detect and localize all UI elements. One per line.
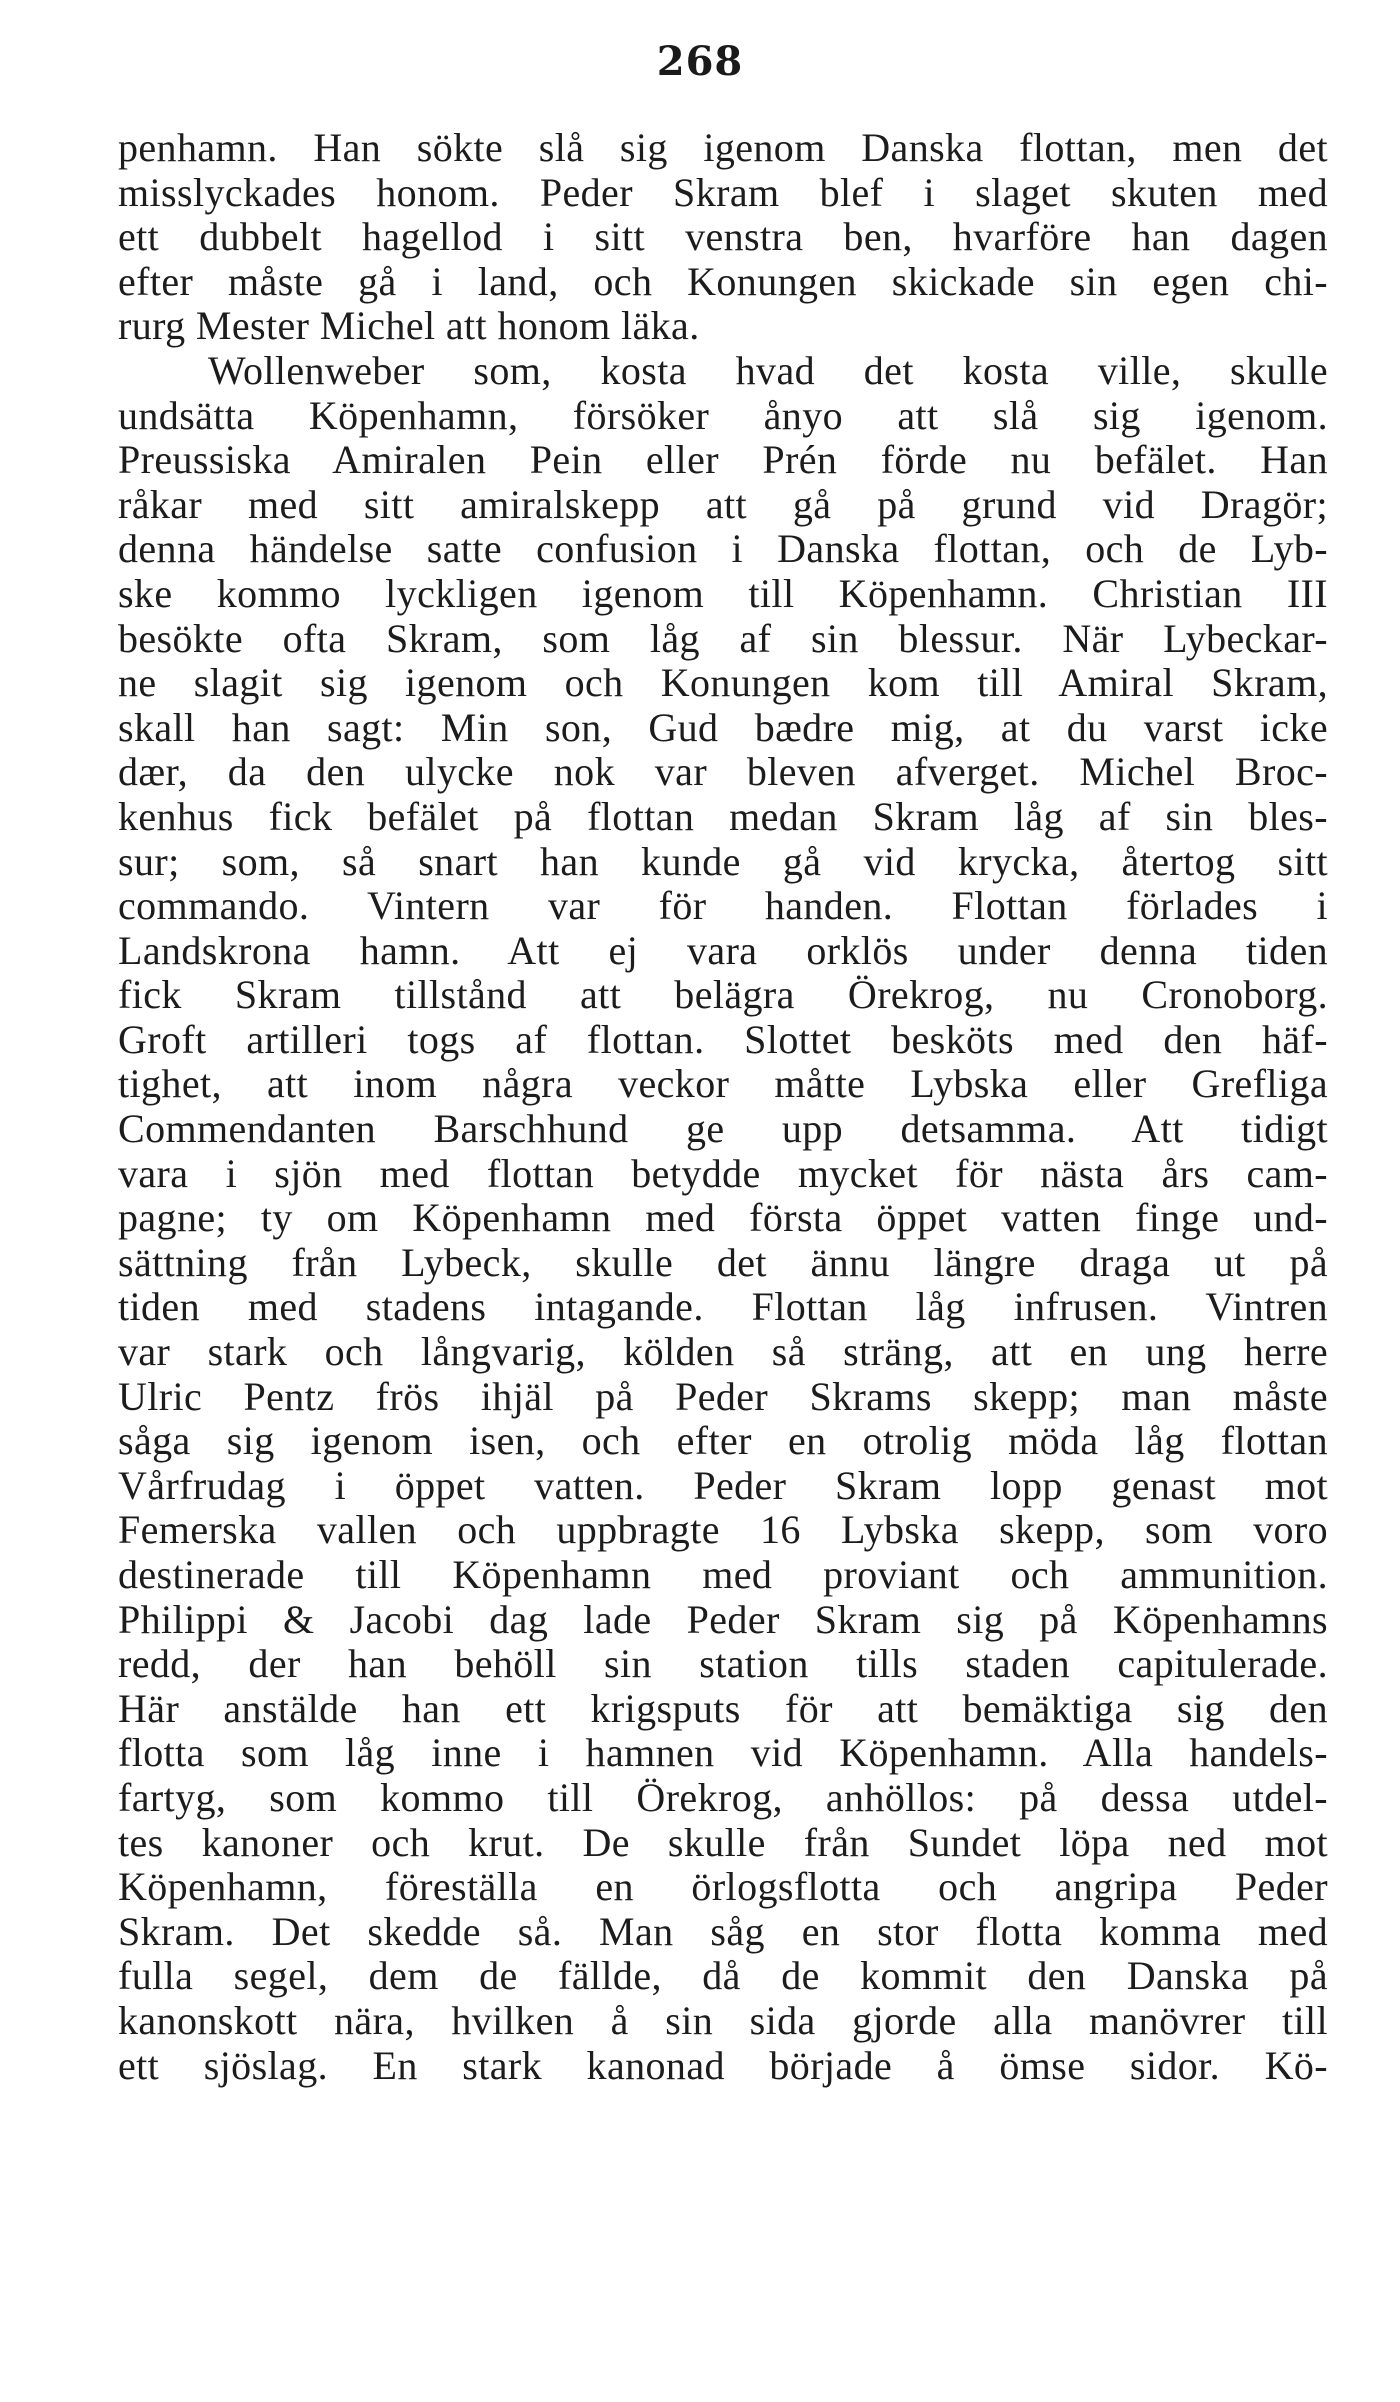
- text-line: Preussiska Amiralen Pein eller Prén förde nu befälet. Han: [118, 437, 1328, 483]
- text-line: redd, der han behöll sin station tills staden capitulerade.: [118, 1641, 1328, 1687]
- text-line: Skram. Det skedde så. Man såg en stor flotta komma med: [118, 1908, 1328, 1954]
- text-line: Här anstälde han ett krigsputs för att bemäktiga sig den: [118, 1685, 1328, 1731]
- text-line: fulla segel, dem de fällde, då de kommit den Danska på: [118, 1953, 1328, 1999]
- text-line: fartyg, som kommo till Örekrog, anhöllos: på dessa utdel-: [118, 1774, 1328, 1820]
- text-line: besökte ofta Skram, som låg af sin blessur. När Lybeckar-: [118, 615, 1328, 661]
- body-text: [118, 126, 1328, 2088]
- text-line: undsätta Köpenhamn, försöker ånyo att slå sig igenom.: [118, 392, 1328, 438]
- text-line: fick Skram tillstånd att belägra Örekrog, nu Cronoborg.: [118, 972, 1328, 1018]
- text-line: misslyckades honom. Peder Skram blef i slaget skuten med: [118, 169, 1328, 215]
- text-line: tes kanoner och krut. De skulle från Sundet löpa ned mot: [118, 1819, 1328, 1865]
- text-line: råkar med sitt amiralskepp att gå på grund vid Dragör;: [118, 481, 1328, 527]
- text-line: tighet, att inom några veckor måtte Lybska eller Grefliga: [118, 1061, 1328, 1107]
- text-line: rurg Mester Michel att honom läka.: [118, 303, 700, 349]
- text-line: var stark och långvarig, kölden så sträng, att en ung herre: [118, 1329, 1328, 1375]
- text-line: Groft artilleri togs af flottan. Slottet besköts med den häf-: [118, 1016, 1328, 1062]
- text-line: skall han sagt: Min son, Gud bædre mig, at du varst icke: [118, 704, 1328, 750]
- text-line: tiden med stadens intagande. Flottan låg infrusen. Vintren: [118, 1284, 1328, 1330]
- text-line: penhamn. Han sökte slå sig igenom Danska flottan, men det: [118, 125, 1328, 170]
- text-line: ne slagit sig igenom och Konungen kom till Amiral Skram,: [118, 660, 1328, 706]
- text-line: Köpenhamn, föreställa en örlogsflotta och angripa Peder: [118, 1864, 1328, 1910]
- text-line: Landskrona hamn. Att ej vara orklös under denna tiden: [118, 927, 1328, 973]
- text-line: sur; som, så snart han kunde gå vid krycka, återtog sitt: [118, 838, 1328, 884]
- text-line: commando. Vintern var för handen. Flottan förlades i: [118, 883, 1328, 929]
- text-line: kenhus fick befälet på flottan medan Skram låg af sin bles-: [118, 793, 1328, 839]
- text-line: ske kommo lyckligen igenom till Köpenhamn. Christian III: [118, 570, 1328, 616]
- text-line: Ulric Pentz frös ihjäl på Peder Skrams skepp; man måste: [118, 1373, 1328, 1419]
- text-line: Vårfrudag i öppet vatten. Peder Skram lopp genast mot: [118, 1462, 1328, 1508]
- text-line: denna händelse satte confusion i Danska flottan, och de Lyb-: [118, 526, 1328, 572]
- text-line: destinerade till Köpenhamn med proviant och ammunition.: [118, 1552, 1328, 1597]
- text-line: sättning från Lybeck, skulle det ännu längre draga ut på: [118, 1239, 1328, 1285]
- text-line: Femerska vallen och uppbragte 16 Lybska skepp, som voro: [118, 1507, 1328, 1553]
- text-line: vara i sjön med flottan betydde mycket för nästa års cam-: [118, 1150, 1328, 1196]
- page-number: 268: [656, 38, 744, 85]
- text-line: dær, da den ulycke nok var bleven afverget. Michel Broc-: [118, 749, 1328, 795]
- text-line: flotta som låg inne i hamnen vid Köpenhamn. Alla handels-: [118, 1730, 1328, 1776]
- text-line: ett dubbelt hagellod i sitt venstra ben, hvarföre han dagen: [118, 214, 1328, 260]
- text-line: kanonskott nära, hvilken å sin sida gjorde alla manövrer till: [118, 1997, 1328, 2043]
- text-line: Commendanten Barschhund ge upp detsamma. Att tidigt: [118, 1106, 1328, 1152]
- text-line-paragraph-start: Wollenweber som, kosta hvad det kosta ville, skulle: [208, 347, 1328, 393]
- text-line: såga sig igenom isen, och efter en otrolig möda låg flottan: [118, 1418, 1328, 1464]
- text-line: Philippi & Jacobi dag lade Peder Skram sig på Köpenhamns: [118, 1596, 1328, 1642]
- text-line: efter måste gå i land, och Konungen skickade sin egen chi-: [118, 258, 1328, 304]
- text-line: ett sjöslag. En stark kanonad började å ömse sidor. Kö-: [118, 2042, 1328, 2088]
- text-line: pagne; ty om Köpenhamn med första öppet vatten finge und-: [118, 1195, 1328, 1241]
